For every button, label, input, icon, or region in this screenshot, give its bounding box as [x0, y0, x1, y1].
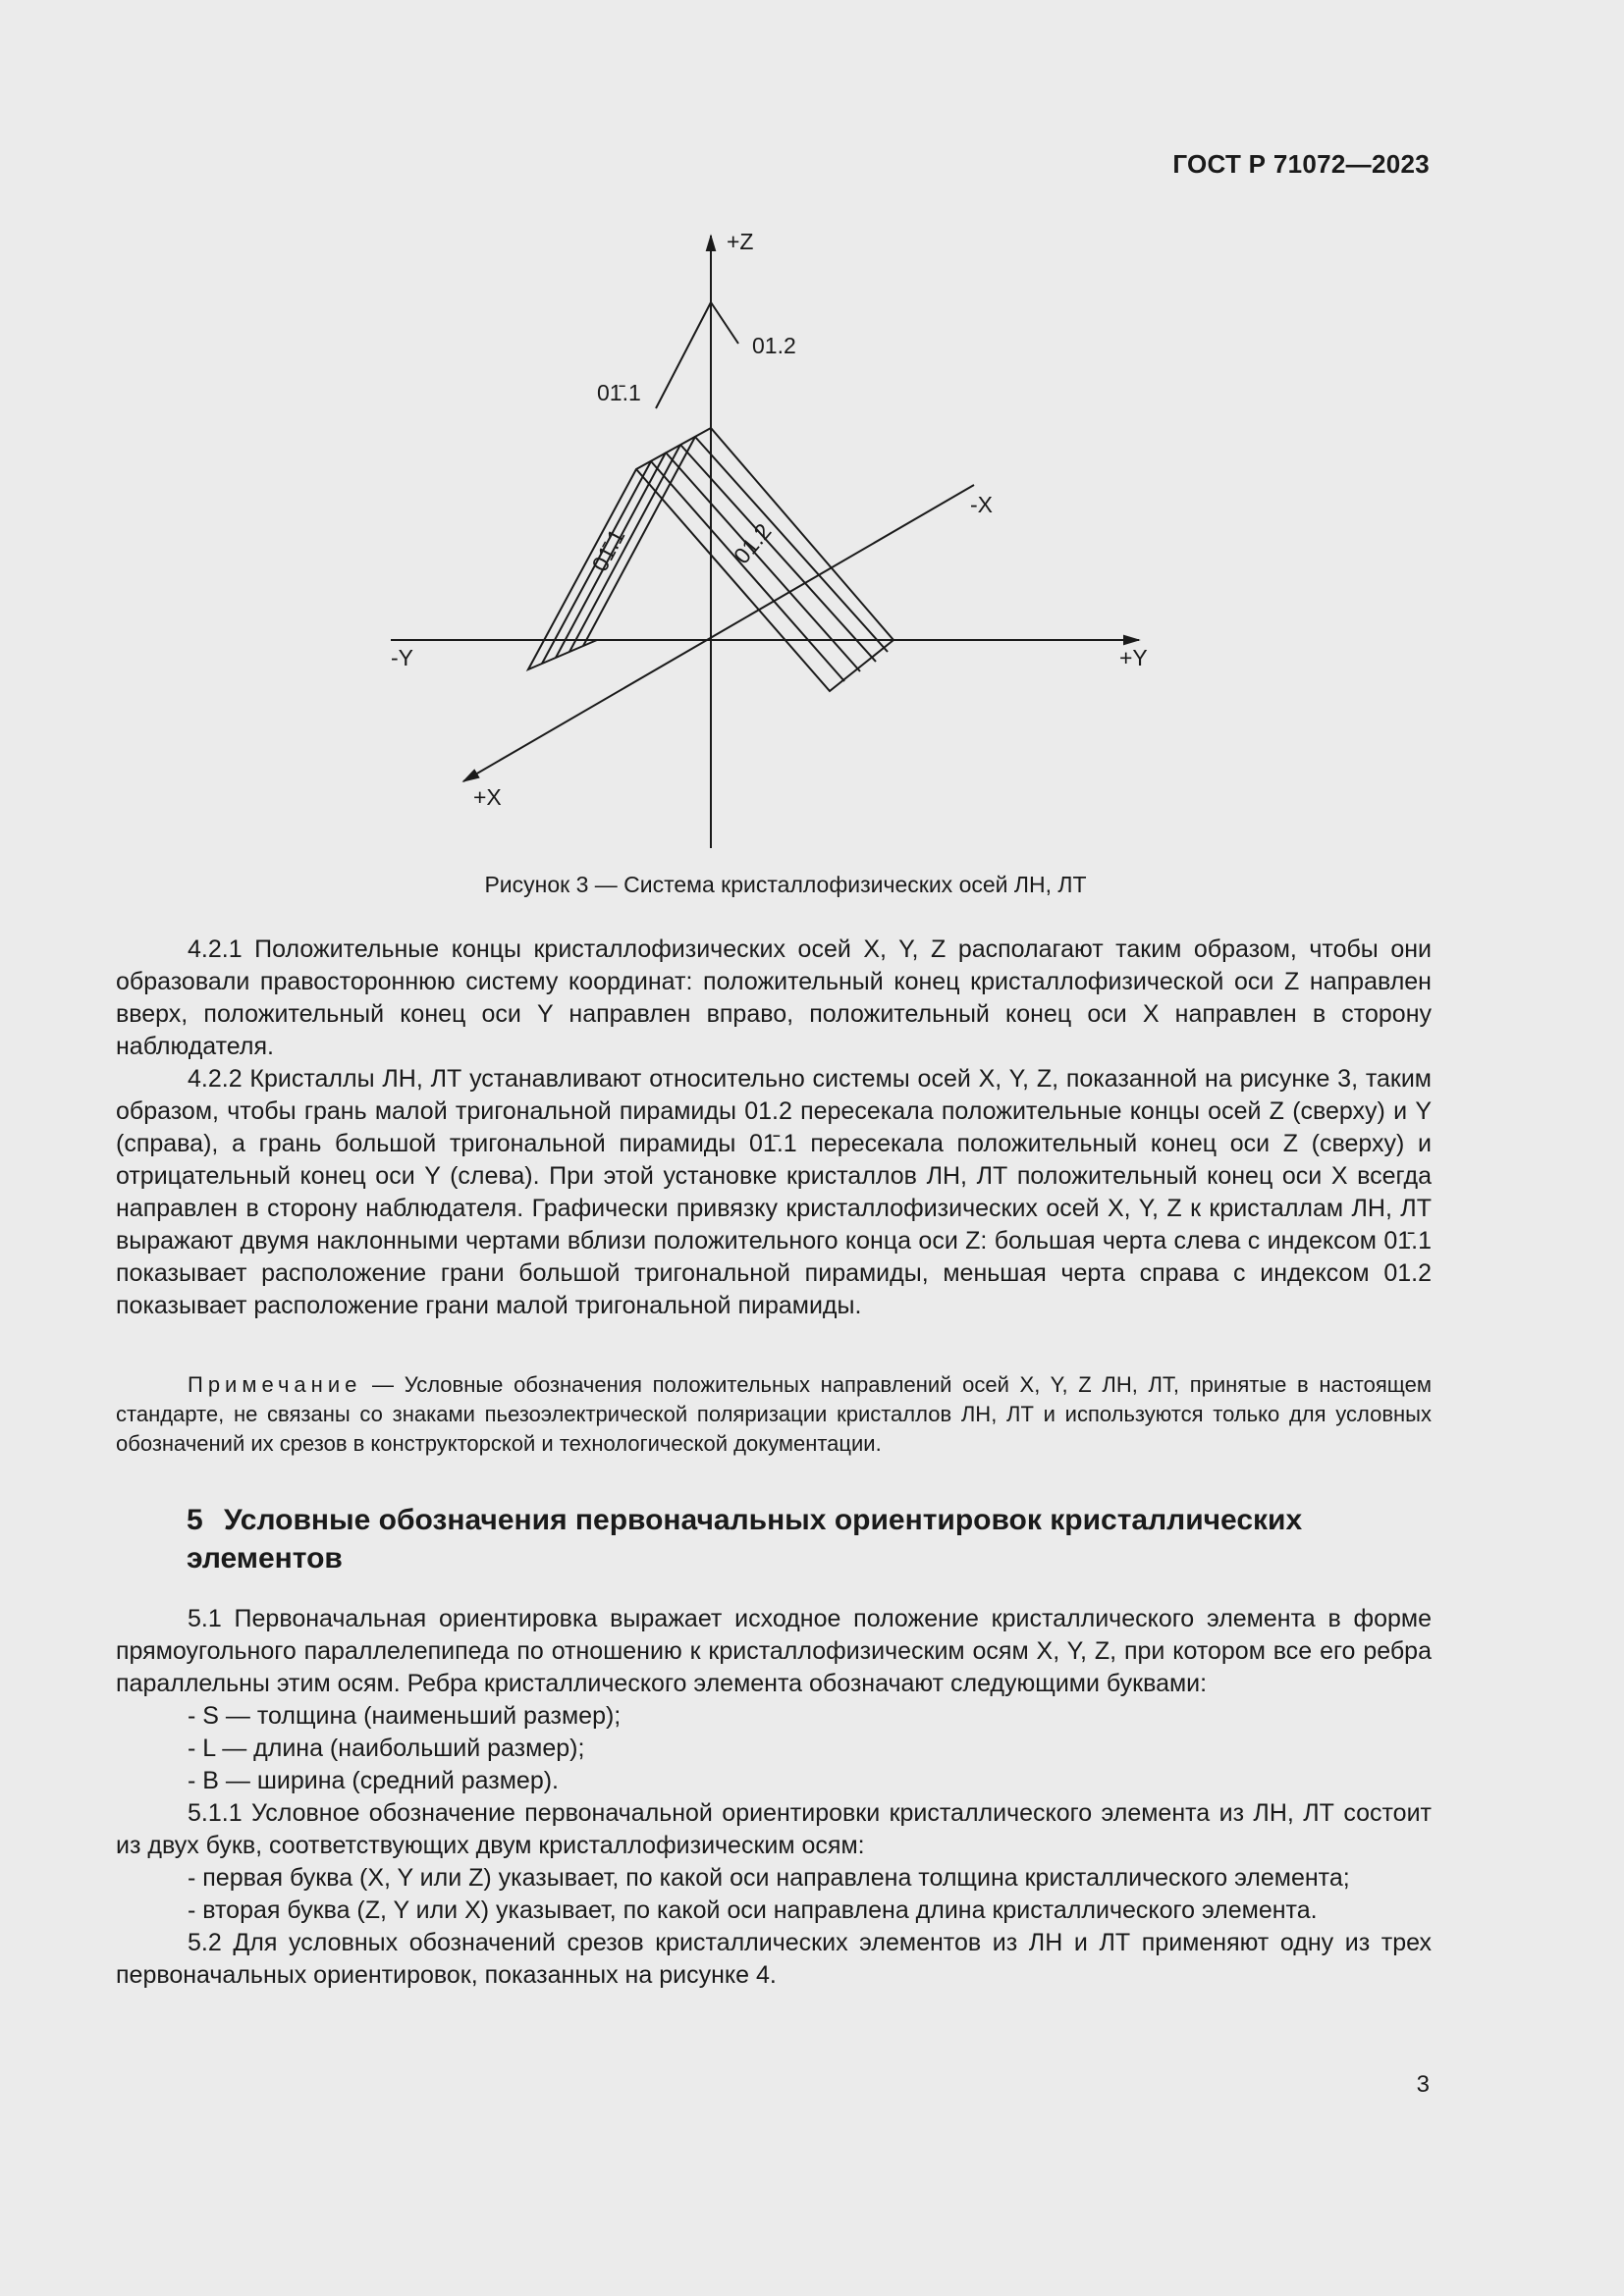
figure-caption: Рисунок 3 — Система кристаллофизических осей ЛН, ЛТ: [484, 872, 1087, 897]
label-minus-x: -X: [970, 492, 993, 517]
label-012: 01.2: [752, 333, 796, 358]
x-axis: [463, 485, 974, 781]
label-plus-y: +Y: [1119, 645, 1148, 670]
paragraph-5-1-1: 5.1.1 Условное обозначение первоначальной ориентировки кристаллического элемента из ЛН, ЛТ состоит из двух букв, соответствующих двум кристаллофизическим осям:: [116, 1799, 1432, 1859]
list-item: - B — ширина (средний размер).: [188, 1767, 559, 1794]
face-012: [636, 428, 893, 691]
axes-diagram: [373, 224, 1178, 852]
paragraph-5-1: 5.1 Первоначальная ориентировка выражает исходное положение кристаллического элемента в форме прямоугольного параллелепипеда по отношению к кристаллофизическим осям X, Y, Z, при котором все его ребра параллельны этим осям. Ребра кристаллического элемента обозначают следующими буквами:: [116, 1605, 1432, 1697]
paragraph-5-2: 5.2 Для условных обозначений срезов кристаллических элементов из ЛН и ЛТ применяют одну из трех первоначальных ориентировок, показанных на рисунке 4.: [116, 1929, 1432, 1989]
note-block: [116, 1370, 1432, 1459]
list-item: - L — длина (наибольший размер);: [188, 1735, 585, 1762]
list-item: - первая буква (X, Y или Z) указывает, по какой оси направлена толщина кристаллического элемента;: [188, 1864, 1350, 1892]
figure-crystal-axes: [373, 224, 1178, 852]
label-011: 01̄.1: [597, 380, 641, 405]
paragraph-4-2-1: 4.2.1 Положительные концы кристаллофизических осей X, Y, Z располагают таким образом, чтобы они образовали правостороннюю систему координат: положительный конец кристаллофизической оси Z направлен вверх, положительный конец оси Y направлен вправо, положительный конец оси X направлен в сторону наблюдателя.: [116, 935, 1432, 1060]
note-text: — Условные обозначения положительных направлений осей X, Y, Z ЛН, ЛТ, принятые в настоящем стандарте, не связаны со знаками пьезоэлектрической поляризации кристаллов ЛН, ЛТ и используются только для условных обозначений их срезов в конструкторской и технологической документации.: [116, 1372, 1432, 1456]
page-number: 3: [1416, 2071, 1430, 2098]
paragraph-4-2-2: 4.2.2 Кристаллы ЛН, ЛТ устанавливают относительно системы осей X, Y, Z, показанной на рисунке 3, таким образом, чтобы грань малой тригональной пирамиды 01.2 пересекала положительные концы осей Z (сверху) и Y (справа), а грань большой тригональной пирамиды 01̄.1 пересекала положительный конец оси Z (сверху) и отрицательный конец оси Y (слева). При этой установке кристаллов ЛН, ЛТ положительный конец оси X всегда направлен в сторону наблюдателя. Графически привязку кристаллофизических осей X, Y, Z к кристаллам ЛН, ЛТ выражают двумя наклонными чертами вблизи положительного конца оси Z: большая черта слева с индексом 01̄.1 показывает расположение грани большой тригональной пирамиды, меньшая черта справа с индексом 01.2 показывает расположение грани малой тригональной пирамиды.: [116, 1065, 1432, 1319]
label-face-011: 01̄.1: [586, 524, 630, 576]
section-number: 5: [187, 1504, 203, 1536]
document-header: ГОСТ Р 71072—2023: [1172, 149, 1430, 179]
mark-011-line: [656, 302, 711, 408]
label-plus-z: +Z: [727, 229, 754, 254]
body-section-5: [116, 1603, 1432, 1992]
section-5-heading: [187, 1501, 1453, 1577]
list-item: - вторая буква (Z, Y или X) указывает, по какой оси направлена длина кристаллического элемента.: [188, 1896, 1318, 1924]
section-title: Условные обозначения первоначальных ориентировок кристаллических элементов: [187, 1504, 1303, 1575]
list-item: - S — толщина (наименьший размер);: [188, 1702, 622, 1730]
label-minus-y: -Y: [391, 645, 413, 670]
body-section-4-2: [116, 934, 1432, 1322]
label-face-012: 01.2: [728, 518, 777, 569]
note-label: Примечание: [188, 1372, 362, 1397]
label-plus-x: +X: [473, 784, 502, 810]
mark-012-line: [711, 302, 738, 344]
